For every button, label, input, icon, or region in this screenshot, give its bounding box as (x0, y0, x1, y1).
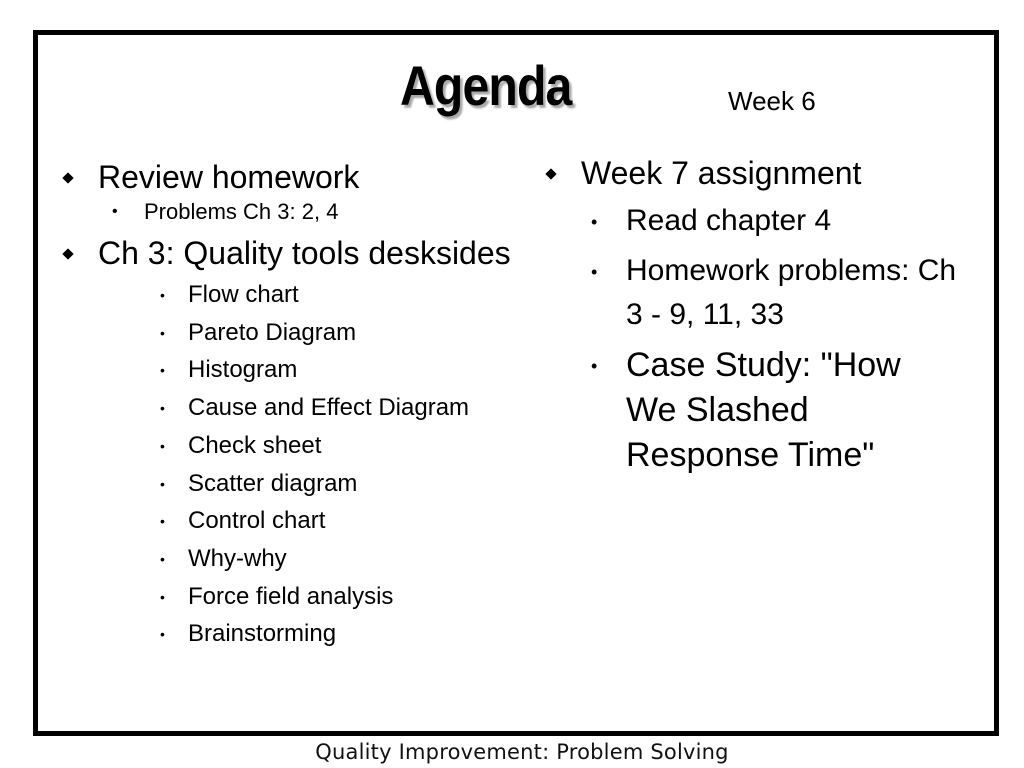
tool-label: Cause and Effect Diagram (188, 394, 470, 422)
slide-subtitle: Week 6 (728, 86, 816, 116)
tool-item (60, 465, 560, 503)
diamond-bullet-icon (62, 172, 73, 183)
tool-label: Scatter diagram (188, 469, 358, 497)
sub-item-problems (60, 197, 560, 227)
dot-bullet-icon: • (591, 262, 598, 282)
dot-bullet-icon: • (160, 588, 165, 605)
tool-item (60, 314, 560, 352)
slide-footer: Quality Improvement: Problem Solving (315, 740, 729, 764)
agenda-item-review-homework (60, 157, 560, 197)
slide-title: Agenda (400, 54, 572, 117)
left-column (60, 157, 560, 653)
assignment-read-chapter (543, 199, 973, 243)
agenda-item-label: Week 7 assignment (581, 155, 862, 191)
tool-item (60, 578, 560, 616)
assignment-label: Read chapter 4 (626, 204, 832, 237)
tool-item (60, 389, 560, 427)
dot-bullet-icon: • (160, 437, 165, 454)
tool-label: Brainstorming (188, 620, 337, 648)
agenda-item-week7-assignment (543, 153, 973, 193)
tool-item (60, 351, 560, 389)
agenda-item-label: Ch 3: Quality tools desksides (98, 235, 511, 271)
assignment-label: Homework problems: Ch 3 - 9, 11, 33 (626, 254, 957, 331)
dot-bullet-icon: • (160, 550, 165, 567)
dot-bullet-icon: • (160, 287, 165, 303)
agenda-item-label: Review homework (98, 159, 360, 195)
assignment-case-study (543, 343, 946, 478)
diamond-bullet-icon (545, 168, 556, 179)
right-column (543, 153, 973, 478)
tool-label: Histogram (188, 356, 298, 384)
tool-label: Flow chart (188, 281, 299, 308)
tool-label: Check sheet (188, 431, 322, 459)
assignment-homework-problems (543, 249, 966, 337)
tool-label: Control chart (188, 507, 326, 535)
dot-bullet-icon: • (160, 513, 165, 530)
dot-bullet-icon: • (160, 400, 165, 417)
tool-item (60, 502, 560, 540)
tool-item (60, 615, 560, 653)
dot-bullet-icon: • (160, 626, 165, 643)
assignment-label: Case Study: "How We Slashed Response Time" (626, 346, 901, 474)
tool-label: Pareto Diagram (188, 318, 357, 346)
dot-bullet-icon: • (160, 324, 165, 341)
dot-bullet-icon: • (591, 212, 598, 232)
dot-bullet-icon: • (160, 362, 165, 379)
dot-bullet-icon: • (112, 203, 118, 220)
dot-bullet-icon: • (591, 356, 598, 376)
tool-item (60, 540, 560, 578)
tool-label: Why-why (188, 544, 287, 572)
agenda-item-quality-tools (60, 233, 560, 273)
tool-item (60, 427, 560, 465)
tool-label: Force field analysis (188, 582, 394, 610)
tool-item (60, 276, 560, 314)
sub-item-label: Problems Ch 3: 2, 4 (144, 199, 339, 224)
dot-bullet-icon: • (160, 475, 165, 492)
diamond-bullet-icon (62, 248, 73, 259)
